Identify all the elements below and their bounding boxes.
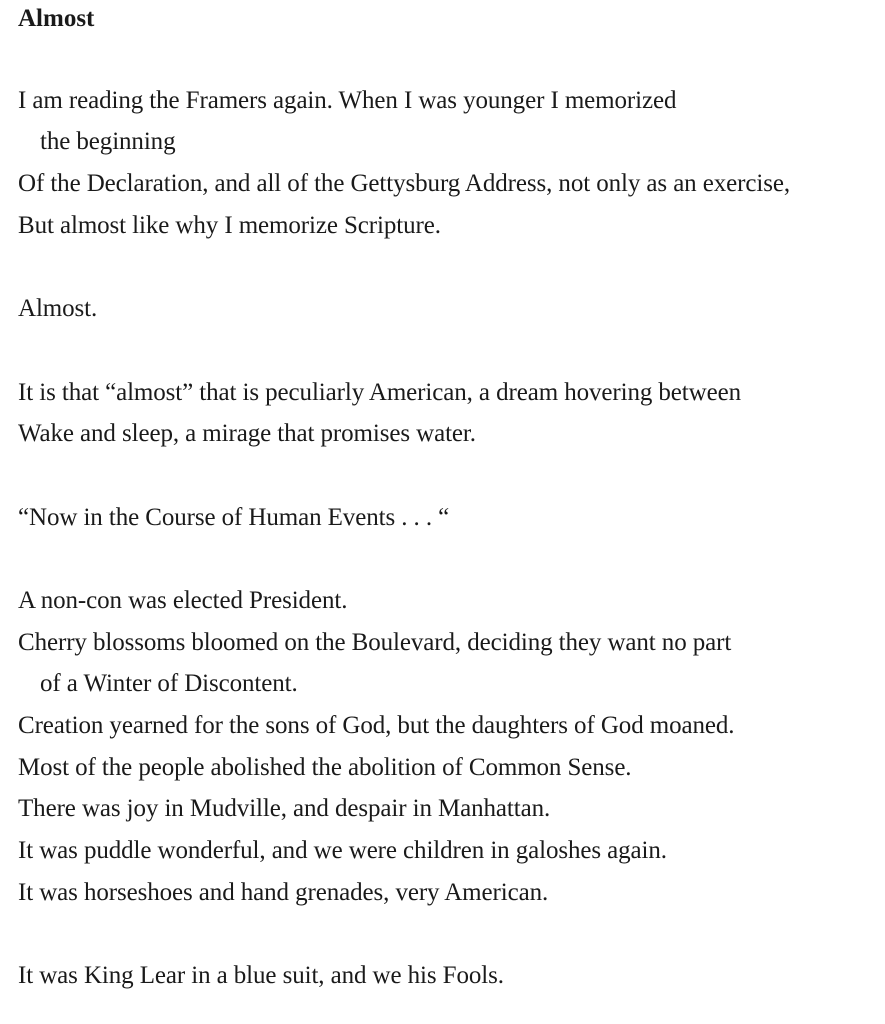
stanza: [18, 372, 878, 455]
poem-line: A non-con was elected President.: [18, 586, 348, 614]
stanza: [18, 955, 878, 997]
poem-line: Most of the people abolished the abolition of Common Sense.: [18, 753, 632, 781]
stanza-break: [18, 246, 878, 288]
poem-line: Wake and sleep, a mirage that promises water.: [18, 420, 476, 448]
poem-line: Cherry blossoms bloomed on the Boulevard, deciding they want no part: [18, 628, 732, 656]
stanza: [18, 497, 878, 539]
stanza-break: [18, 538, 878, 580]
poem-line: It was puddle wonderful, and we were children in galoshes again.: [18, 837, 667, 865]
poem-line: of a Winter of Discontent.: [40, 670, 298, 698]
stanza: [18, 580, 878, 914]
poem-line: Almost.: [18, 295, 98, 323]
stanza-break: [18, 330, 878, 372]
poem: [18, 0, 878, 997]
stanza-break: [18, 455, 878, 497]
stanza: [18, 288, 878, 330]
poem-title: Almost: [18, 5, 95, 32]
poem-line: It is that “almost” that is peculiarly American, a dream hovering between: [18, 378, 741, 406]
poem-line: the beginning: [40, 128, 176, 156]
poem-line: But almost like why I memorize Scripture.: [18, 211, 441, 239]
stanza-break: [18, 38, 878, 80]
poem-line: Of the Declaration, and all of the Gettysburg Address, not only as an exercise,: [18, 170, 790, 198]
poem-line: It was King Lear in a blue suit, and we his Fools.: [18, 962, 504, 990]
poem-line: It was horseshoes and hand grenades, very American.: [18, 878, 549, 906]
stanza: [18, 80, 878, 247]
poem-line: There was joy in Mudville, and despair in Manhattan.: [18, 795, 551, 823]
poem-line: “Now in the Course of Human Events . . . “: [18, 503, 450, 531]
poem-body: [18, 80, 878, 997]
poem-line: I am reading the Framers again. When I was younger I memorized: [18, 86, 677, 114]
stanza-break: [18, 913, 878, 955]
poem-line: Creation yearned for the sons of God, but the daughters of God moaned.: [18, 712, 735, 739]
